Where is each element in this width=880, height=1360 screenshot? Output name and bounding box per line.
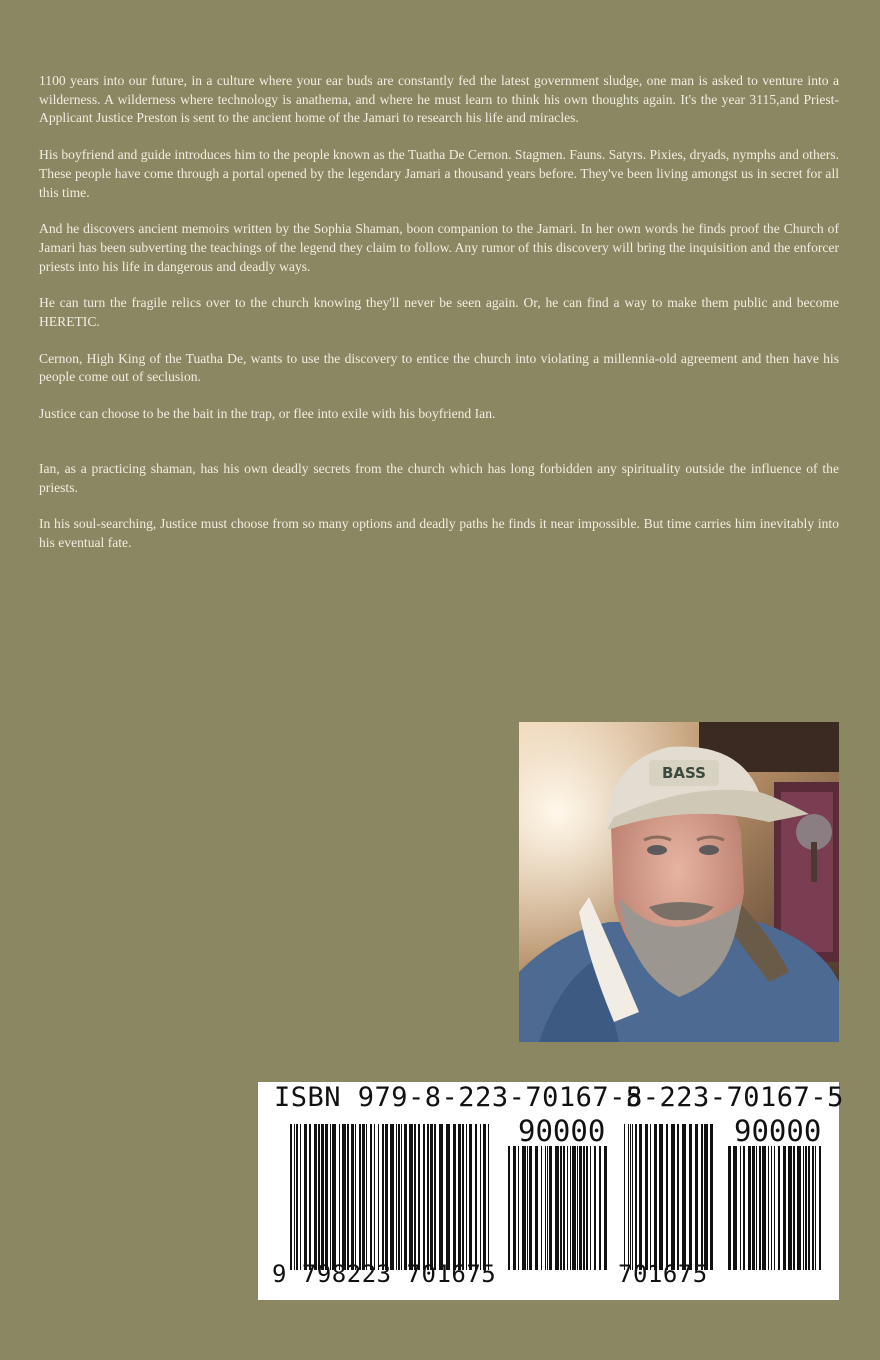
barcode-bar	[630, 1124, 631, 1270]
barcode-bar	[803, 1146, 804, 1270]
barcode-bar	[475, 1124, 477, 1270]
barcode-bar	[645, 1124, 648, 1270]
barcode-bar	[339, 1124, 340, 1270]
barcode-bar	[604, 1146, 607, 1270]
barcode-bar	[535, 1146, 538, 1270]
barcode-bar	[635, 1124, 637, 1270]
barcode-bar	[480, 1124, 481, 1270]
barcode-bar	[321, 1124, 324, 1270]
barcode-bar	[382, 1124, 384, 1270]
barcode-bar	[545, 1146, 546, 1270]
barcode-bar	[355, 1124, 356, 1270]
barcode-bar	[728, 1146, 731, 1270]
barcode-bar	[748, 1146, 751, 1270]
barcode-bar	[689, 1124, 692, 1270]
cap-logo-text: BASS	[662, 764, 706, 782]
barcode-bar	[563, 1146, 565, 1270]
barcode-bar	[483, 1124, 486, 1270]
barcode-bar	[677, 1124, 679, 1270]
barcode-bar	[771, 1146, 772, 1270]
barcode-bar	[309, 1124, 311, 1270]
barcode-bar	[518, 1146, 519, 1270]
barcode-bar	[808, 1146, 810, 1270]
barcode-bar	[300, 1124, 301, 1270]
barcode-bar	[314, 1124, 317, 1270]
barcode-bar	[549, 1146, 552, 1270]
blurb-paragraph-1: 1100 years into our future, in a culture where your ear buds are constantly fed the latest government sludge, one man is asked to venture into a wilderness. A wilderness where technology is anathema, and where he must learn to think his own thoughts again. It's the year 3115,and Priest-Applicant Justice Preston is sent to the ancient home of the Jamari to research his life and miracles.	[39, 73, 839, 126]
barcode-bar	[555, 1146, 559, 1270]
barcode-bar	[659, 1124, 663, 1270]
barcode-bar	[342, 1124, 346, 1270]
barcode-bar	[427, 1124, 429, 1270]
barcode-bar	[453, 1124, 456, 1270]
barcode-bar	[639, 1124, 642, 1270]
barcode-bar	[290, 1124, 292, 1270]
barcode-bar	[378, 1124, 379, 1270]
barcode-bar	[586, 1146, 588, 1270]
barcode-bar	[704, 1124, 708, 1270]
author-photo	[519, 722, 839, 1042]
barcode-bar	[434, 1124, 436, 1270]
barcode-bar	[409, 1124, 413, 1270]
barcode-bar	[570, 1146, 571, 1270]
barcode-bar	[572, 1146, 576, 1270]
barcode-bar	[774, 1146, 775, 1270]
barcode-bar	[374, 1124, 375, 1270]
barcode-bar	[797, 1146, 801, 1270]
barcode-bar	[762, 1146, 766, 1270]
barcode-bar	[396, 1124, 397, 1270]
barcode-bar	[583, 1146, 585, 1270]
barcode-bar	[529, 1146, 532, 1270]
barcode-bar	[347, 1124, 349, 1270]
back-cover-blurb	[39, 72, 839, 571]
barcode-bar	[370, 1124, 372, 1270]
barcode-bar	[404, 1124, 407, 1270]
barcode-bar	[805, 1146, 807, 1270]
isbn-addon-label: 8-223-70167-5	[626, 1082, 844, 1113]
barcode-bar	[458, 1124, 461, 1270]
barcode-bar	[430, 1124, 433, 1270]
barcode-bar	[332, 1124, 336, 1270]
barcode-bar	[401, 1124, 402, 1270]
blurb-paragraph-8: In his soul-searching, Justice must choose from so many options and deadly paths he finds it near impossible. But time carries him inevitably into his eventual fate.	[39, 516, 839, 550]
barcode-bar	[351, 1124, 354, 1270]
barcode-bar	[756, 1146, 757, 1270]
barcode-bar	[513, 1146, 516, 1270]
barcode-bar	[599, 1146, 601, 1270]
blurb-paragraph-4: He can turn the fragile relics over to the church knowing they'll never be seen again. Or, he can find a way to make them public and become HERETIC.	[39, 295, 839, 330]
barcode-bar	[390, 1124, 394, 1270]
barcode-bar	[812, 1146, 814, 1270]
barcode-bar	[294, 1124, 295, 1270]
barcode-bar	[325, 1124, 328, 1270]
blurb-paragraph-7: Ian, as a practicing shaman, has his own deadly secrets from the church which has long forbidden any spirituality outside the influence of the priests.	[39, 460, 839, 495]
barcode-bar	[793, 1146, 795, 1270]
barcode-bar	[740, 1146, 741, 1270]
barcode-bar	[547, 1146, 548, 1270]
barcode-bar	[466, 1124, 467, 1270]
barcode-bar	[701, 1124, 703, 1270]
isbn-barcode	[258, 1082, 844, 1300]
barcode-bar	[783, 1146, 786, 1270]
barcode-bar	[446, 1124, 450, 1270]
barcode-bar	[398, 1124, 400, 1270]
price-code-2: 90000	[734, 1114, 822, 1148]
barcode-bar	[577, 1146, 578, 1270]
barcode-bar	[330, 1124, 331, 1270]
blurb-paragraph-2: His boyfriend and guide introduces him to the people known as the Tuatha De Cernon. Stagmen. Fauns. Satyrs. Pixies, dryads, nymphs and others. These people have come through a portal opened by the legendary Jamari a thousand years before. They've been living amongst us in secret for all this time.	[39, 147, 839, 200]
barcode-bar	[359, 1124, 361, 1270]
barcode-bar	[522, 1146, 526, 1270]
barcode-bar	[541, 1146, 542, 1270]
barcode-bar	[752, 1146, 755, 1270]
barcode-bar	[414, 1124, 416, 1270]
barcode-bar	[560, 1146, 562, 1270]
barcode-bar	[469, 1124, 472, 1270]
barcode-bar	[418, 1124, 420, 1270]
barcode-bar	[654, 1124, 657, 1270]
barcode-bar	[488, 1124, 489, 1270]
barcode-bar	[671, 1124, 675, 1270]
barcode-bar	[296, 1124, 298, 1270]
barcode-bar	[733, 1146, 737, 1270]
barcode-bar	[362, 1124, 365, 1270]
barcode-bar	[439, 1124, 443, 1270]
barcode-digits-main: 9 798223 701675	[272, 1260, 497, 1288]
barcode-bar	[632, 1124, 633, 1270]
blurb-paragraph-6: Justice can choose to be the bait in the trap, or flee into exile with his boyfriend Ian.	[39, 406, 496, 422]
barcode-bar	[508, 1146, 510, 1270]
barcode-bar	[423, 1124, 425, 1270]
barcode-bar	[590, 1146, 591, 1270]
barcode-bar	[462, 1124, 464, 1270]
barcode-bar	[385, 1124, 388, 1270]
price-code-1: 90000	[518, 1114, 606, 1148]
barcode-bar	[778, 1146, 780, 1270]
barcode-bar	[759, 1146, 761, 1270]
barcode-bar	[815, 1146, 816, 1270]
barcode-bar	[710, 1124, 713, 1270]
barcode-bar	[743, 1146, 745, 1270]
barcode-bar	[594, 1146, 596, 1270]
barcode-bar	[304, 1124, 307, 1270]
barcode-bar	[527, 1146, 528, 1270]
isbn-label: ISBN 979-8-223-70167-5	[274, 1082, 643, 1113]
barcode-bar	[666, 1124, 668, 1270]
barcode-bar	[624, 1124, 625, 1270]
barcode-bar	[567, 1146, 568, 1270]
blurb-paragraph-3: And he discovers ancient memoirs written by the Sophia Shaman, boon companion to the Jamari. In her own words he finds proof the Church of Jamari has been subverting the teachings of the legend they claim to follow. Any rumor of this discovery will bring the inquisition and the enforcer priests into his life in dangerous and deadly ways.	[39, 221, 839, 274]
barcode-bar	[579, 1146, 582, 1270]
barcode-bar	[318, 1124, 320, 1270]
barcode-bar	[650, 1124, 651, 1270]
barcode-bar	[788, 1146, 792, 1270]
barcode-bar	[768, 1146, 769, 1270]
barcode-bar	[695, 1124, 698, 1270]
barcode-bar	[682, 1124, 686, 1270]
barcode-bar	[628, 1124, 629, 1270]
barcode-bar	[366, 1124, 367, 1270]
blurb-paragraph-5: Cernon, High King of the Tuatha De, wants to use the discovery to entice the church into violating a millennia-old agreement and then have his people come out of seclusion.	[39, 350, 839, 385]
barcode-bar	[819, 1146, 821, 1270]
barcode-digits-addon: 701675	[618, 1260, 708, 1288]
